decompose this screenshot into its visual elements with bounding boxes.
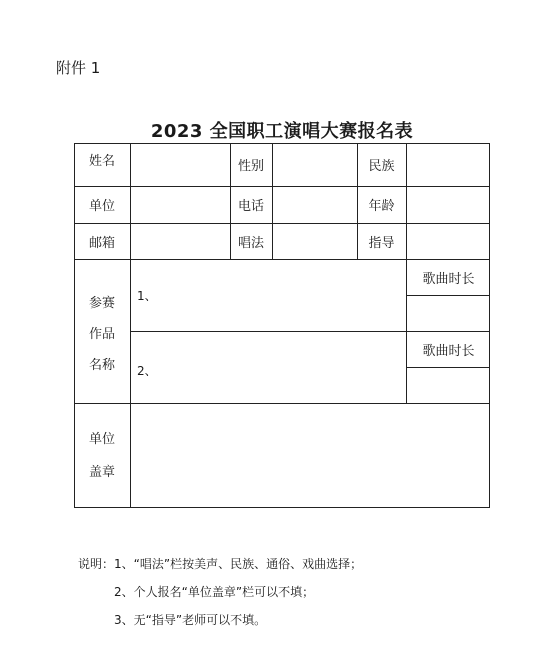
gender-label: 性别	[237, 159, 264, 174]
phone-field[interactable]	[273, 186, 357, 223]
seal-field[interactable]	[131, 403, 490, 508]
name-label: 姓名	[88, 154, 115, 169]
seal-label-line-2: 盖章	[88, 464, 115, 480]
instructions	[78, 550, 362, 634]
phone-label: 电话	[237, 199, 264, 214]
singing-style-field[interactable]	[273, 223, 357, 259]
entries-label-line-3: 名称	[88, 357, 115, 373]
registration-form-table	[74, 143, 490, 508]
age-field[interactable]	[407, 186, 490, 223]
name-field[interactable]	[131, 143, 230, 186]
seal-label	[74, 403, 130, 508]
song-duration-field-1[interactable]	[407, 295, 490, 331]
attachment-label: 附件 1	[56, 59, 101, 77]
ethnicity-label: 民族	[368, 159, 395, 174]
entries-label	[74, 259, 130, 403]
form-title: 2023 全国职工演唱大赛报名表	[150, 121, 414, 142]
instructor-label: 指导	[368, 235, 395, 251]
instructor-field[interactable]	[407, 223, 490, 259]
entries-label-line-2: 作品	[88, 326, 115, 342]
gender-field[interactable]	[273, 143, 357, 186]
seal-label-line-1: 单位	[88, 431, 115, 447]
song-duration-field-2[interactable]	[407, 367, 490, 403]
entry-2-field[interactable]	[131, 331, 406, 403]
age-label: 年龄	[368, 199, 395, 214]
instruction-line-3: 3、无“指导”老师可以不填。	[114, 613, 267, 627]
song-duration-label-2: 歌曲时长	[422, 343, 475, 359]
entry-2-number: 2、	[137, 363, 157, 378]
song-duration-label-1: 歌曲时长	[422, 271, 475, 287]
entry-1-number: 1、	[137, 288, 157, 303]
email-label: 邮箱	[88, 235, 115, 251]
entries-label-line-1: 参赛	[88, 295, 115, 311]
singing-style-label: 唱法	[237, 235, 264, 251]
instruction-line-2: 2、个人报名“单位盖章”栏可以不填；	[114, 585, 315, 599]
entry-1-field[interactable]	[131, 259, 406, 331]
ethnicity-field[interactable]	[407, 143, 490, 186]
instruction-line-1: 说明：1、“唱法”栏按美声、民族、通俗、戏曲选择；	[78, 557, 363, 571]
unit-field[interactable]	[131, 186, 230, 223]
unit-label: 单位	[88, 199, 115, 214]
email-field[interactable]	[131, 223, 230, 259]
